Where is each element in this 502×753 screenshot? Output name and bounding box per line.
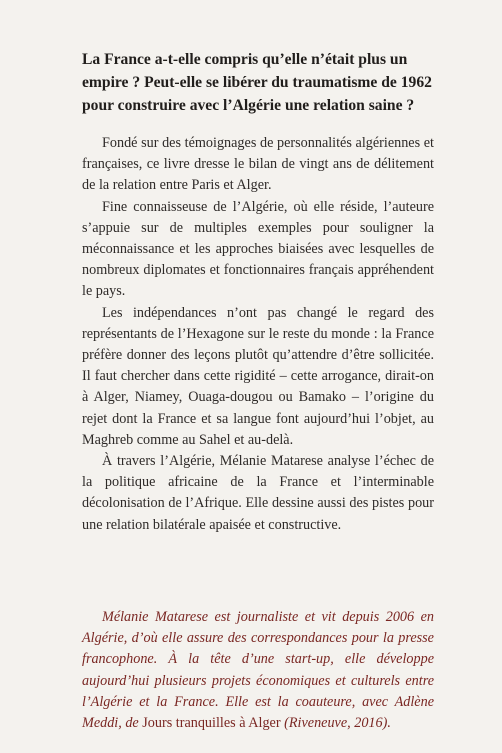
paragraph-4: À travers l’Algérie, Mélanie Matarese analyse l’échec de la politique africaine de la France et l’interminable décolonisation de l’Afrique. Elle dessine aussi des pistes pour une relation bilatérale apaisée et constructive. — [82, 453, 434, 533]
author-bio-closing: (Riveneuve, 2016). — [280, 715, 391, 732]
lead-question: La France a-t-elle compris qu’elle n’était plus un empire ? Peut-elle se libérer du traumatisme de 1962 pour construire avec l’Algérie une relation saine ? — [82, 51, 432, 114]
paragraph-3: Les indépendances n’ont pas changé le regard des représentants de l’Hexagone sur le reste du monde : la France préfère donner des leçons plutôt qu’attendre d’être sollicitée. Il faut chercher dans cette rigidité – cette arrogance, dirait-on à Alger, Niamey, Ouaga-dougou ou Bamako – l’origine du rejet dont la France et sa langue font aujourd’hui l’objet, au Maghreb comme au Sahel et au-delà. — [82, 304, 434, 448]
blurb-body — [82, 133, 434, 536]
paragraph-2: Fine connaisseuse de l’Algérie, où elle réside, l’auteure s’appuie sur de multiples exemples pour souligner la méconnaissance et les approches biaisées avec lesquelles de nombreux diplomates et fonctionnaires français appréhendent le pays. — [82, 198, 434, 300]
author-bio-text: Mélanie Matarese est journaliste et vit depuis 2006 en Algérie, d’où elle assure des correspondances pour la presse francophone. À la tête d’une start-up, elle développe aujourd’hui plusieurs projets économiques et culturels entre l’Algérie et la France. Elle est la coauteure, avec Adlène Meddi, de — [82, 609, 434, 732]
paragraph-1: Fondé sur des témoignages de personnalités algériennes et françaises, ce livre dresse le bilan de vingt ans de délitement de la relation entre Paris et Alger. — [82, 135, 434, 194]
author-bio — [82, 607, 434, 734]
book-title: Jours tranquilles à Alger — [142, 715, 281, 732]
